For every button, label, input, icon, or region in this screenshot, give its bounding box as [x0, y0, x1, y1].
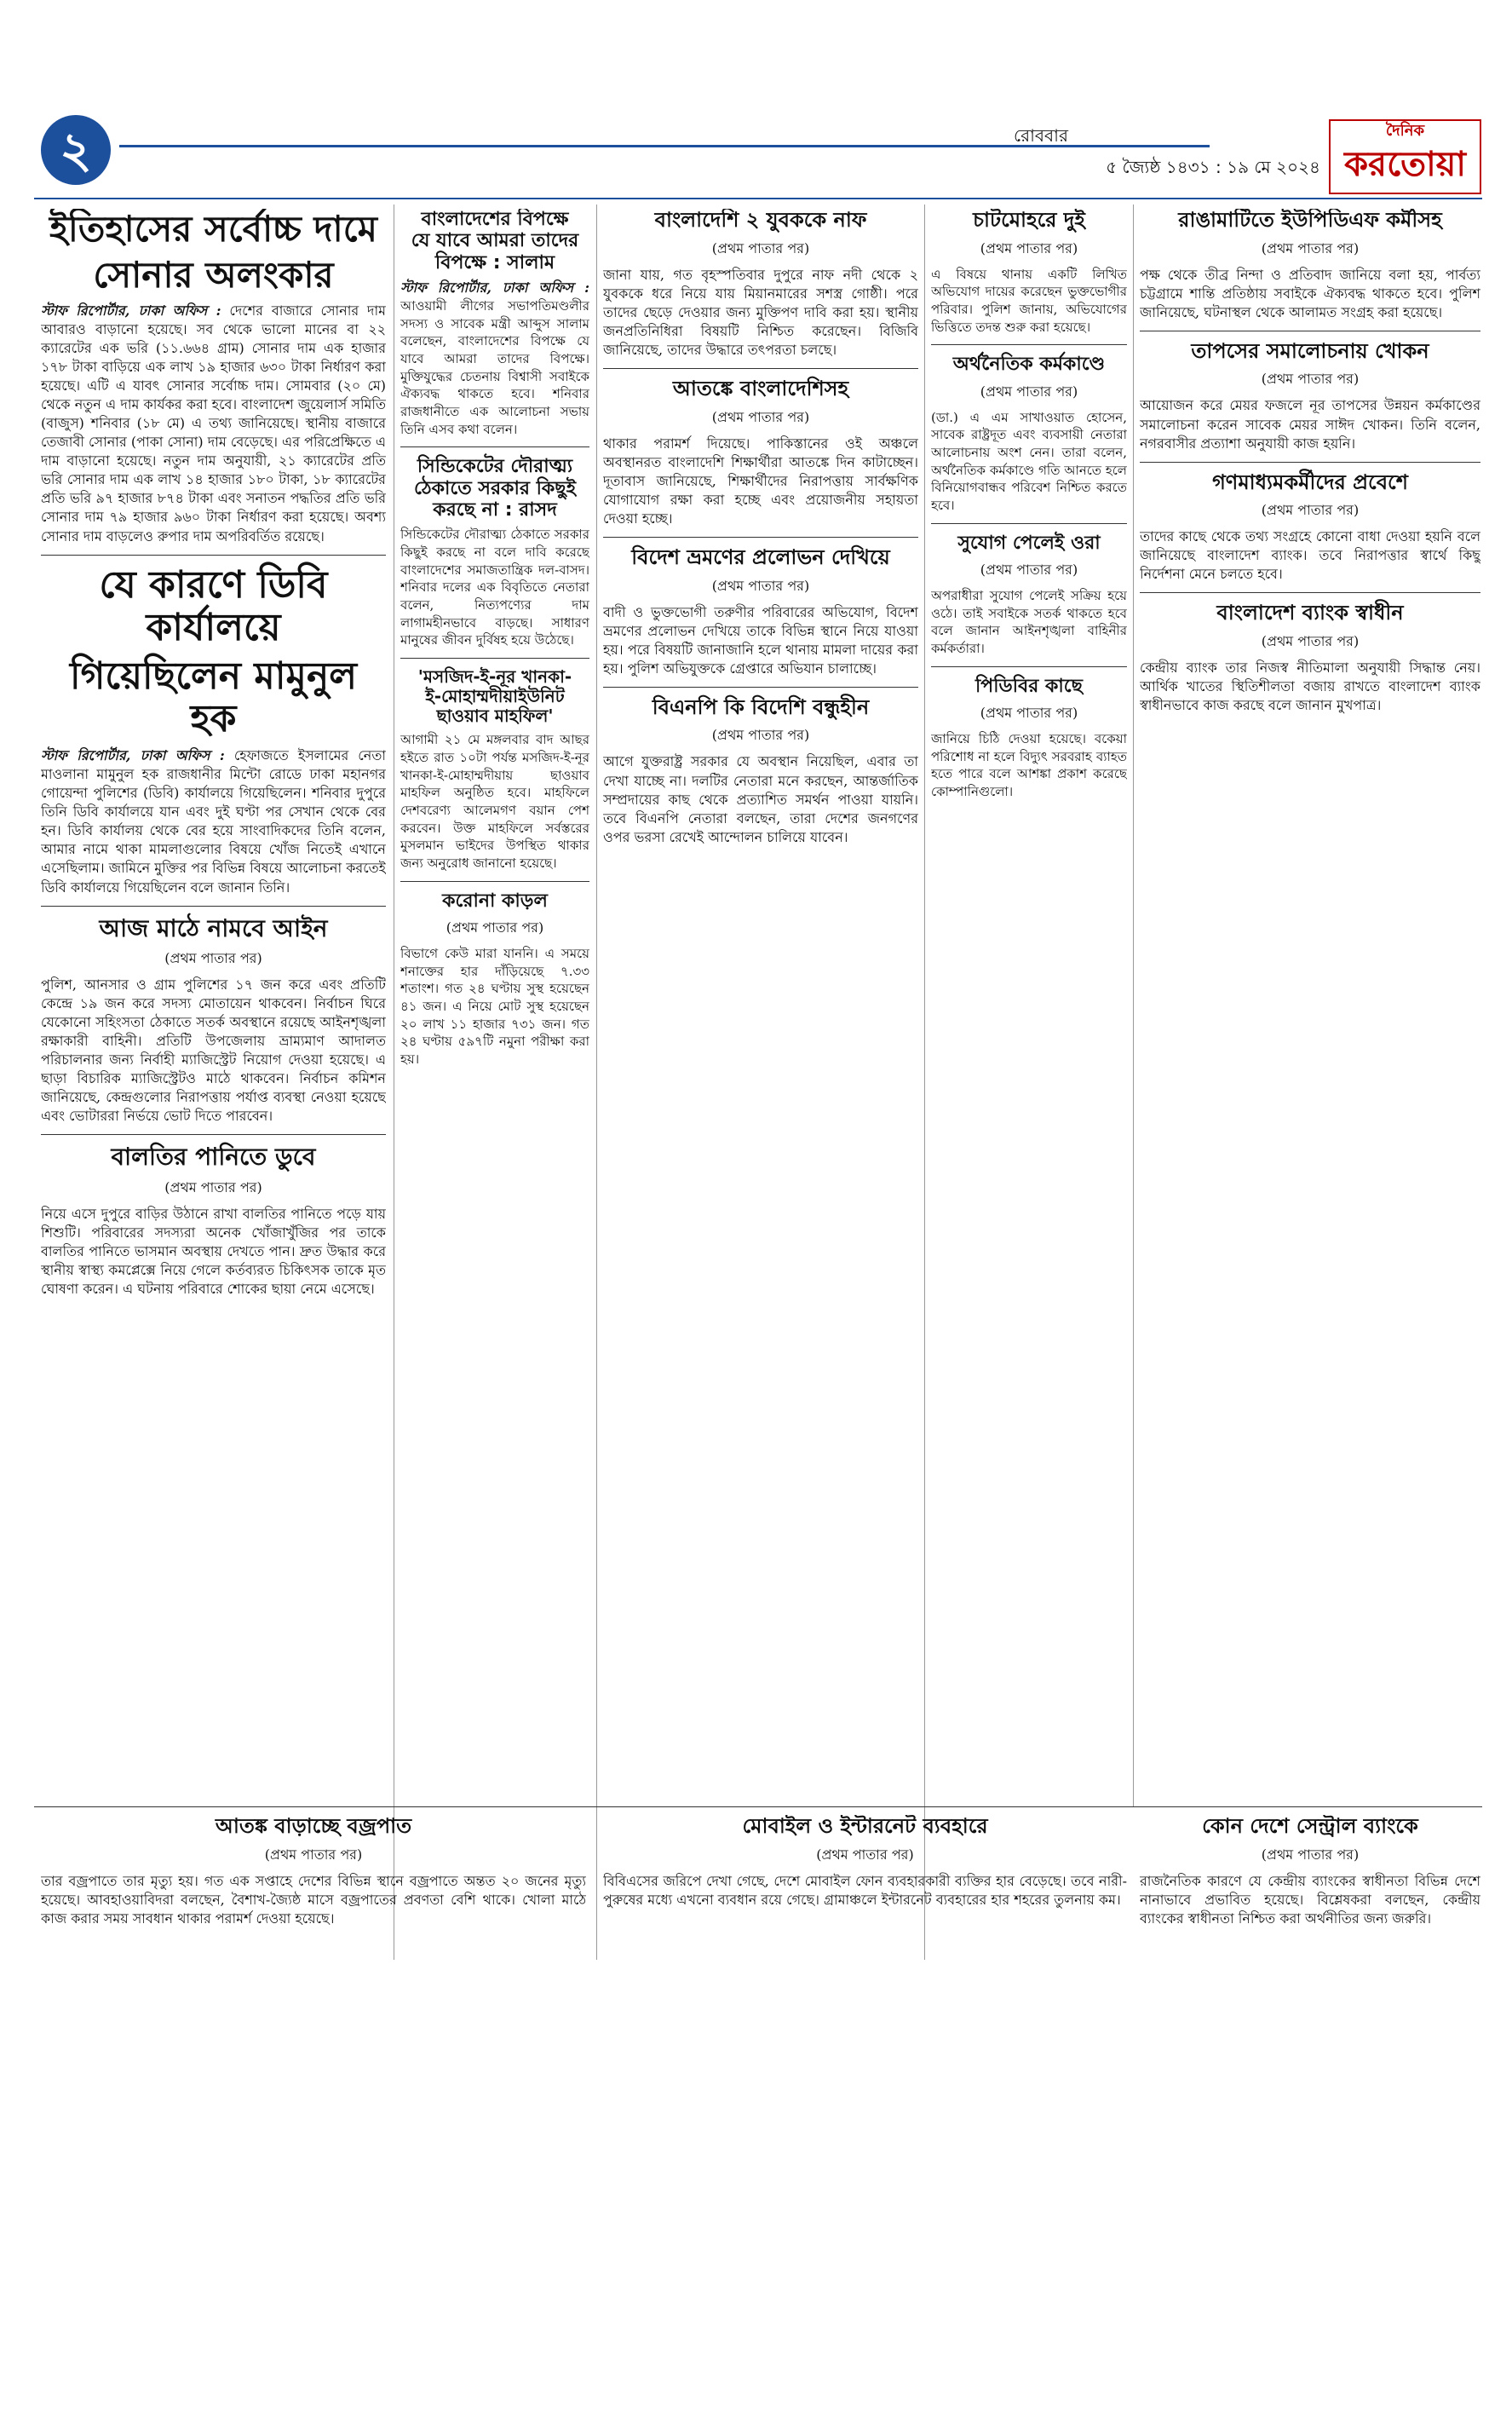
nafriver-continued: (প্রথম পাতার পর)	[711, 239, 810, 256]
bnp-continued: (প্রথম পাতার পর)	[711, 727, 810, 744]
chatmohar-body: এ বিষয়ে থানায় একটি লিখিত অভিযোগ দায়ের করেছেন ভুক্তভোগীর পরিবার। পুলিশ জানায়, অভিযোগের ভিত্তিতে তদন্ত শুরু করা হয়েছে।	[931, 266, 1127, 335]
col-divider-2	[596, 205, 597, 1960]
divider	[400, 446, 589, 447]
drown-headline: বালতির পানিতে ডুবে	[111, 1143, 316, 1172]
media-headline: গণমাধ্যমকর্মীদের প্রবেশে	[1212, 469, 1408, 494]
bank-continued: (প্রথম পাতার পর)	[1261, 633, 1360, 650]
syndicate-body: সিন্ডিকেটের দৌরাত্ম্য ঠেকাতে সরকার কিছুই করছে না বলে দাবি করেছে বাংলাদেশের সমাজতান্ত্রিক দল-বাসদ। শনিবার দলের এক বিবৃতিতে নেতারা বলেন, নিত্যপণ্যের দাম লাগামহীনভাবে বাড়ছে। সাধারণ মানুষের জীবন দুর্বিষহ হয়ে উঠেছে।	[400, 527, 589, 648]
tapos-continued: (প্রথম পাতার পর)	[1261, 371, 1360, 388]
tapos-body: আয়োজন করে মেয়র ফজলে নূর তাপসের উন্নয়ন কর্মকাণ্ডের সমালোচনা করেন সাবেক মেয়র সাঈদ খোকন। তিনি বলেন, নগরবাসীর প্রত্যাশা অনুযায়ী কাজ হয়নি।	[1140, 397, 1480, 452]
bottom-band-rule	[34, 1806, 1482, 1807]
gold-body-text: দেশের বাজারে সোনার দাম আবারও বাড়ানো হয়েছে। সব থেকে ভালো মানের বা ২২ ক্যারেটের এক ভরি (১১.৬৬৪ গ্রাম) সোনার দাম এক হাজার ১৭৮ টাকা বাড়িয়ে এক লাখ ১৯ হাজার ৬৩০ টাকা নির্ধারণ করা হয়েছে। এটি এ যাবৎ সোনার সর্বোচ্চ দাম। সোমবার (২০ মে) থেকে নতুন এ দাম কার্যকর করা হবে। বাংলাদেশ জুয়েলার্স সমিতি (বাজুস) শনিবার (১৮ মে) এ তথ্য জানিয়েছে। স্থানীয় বাজারে তেজাবী সোনার (পাকা সোনা) দাম বেড়েছে। এর পরিপ্রেক্ষিতে এ দাম বাড়ানো হয়েছে। নতুন দাম অনুযায়ী, ২১ ক্যারেটের প্রতি ভরি সোনার দাম এক লাখ ১৪ হাজার ১৮০ টাকা, ১৮ ক্যারেটের প্রতি ভরি ৯৭ হাজার ৮৭৪ টাকা এবং সনাতন পদ্ধতির প্রতি ভরি সোনার দাম ৭৯ হাজার ৯৬০ টাকা নির্ধারণ করা হয়েছে। অবশ্য সোনার দাম বাড়লেও রুপার দাম অপরিবর্তিত রয়েছে।	[41, 302, 386, 544]
column-5	[1140, 209, 1480, 1802]
lightning-continued: (প্রথম পাতার পর)	[264, 1846, 363, 1863]
chance-continued: (প্রথম পাতার পর)	[980, 562, 1078, 579]
divider	[603, 687, 918, 688]
chance-headline: সুযোগ পেলেই ওরা	[957, 532, 1101, 554]
col-divider-3	[924, 205, 925, 1960]
rangamati-headline: রাঙামাটিতে ইউপিডিএফ কর্মীসহ	[1178, 209, 1442, 232]
divider	[400, 881, 589, 882]
divider	[41, 906, 386, 907]
mahfil-headline-3: ছাওয়াব মাহফিল'	[436, 706, 554, 727]
pdb-headline: পিডিবির কাছে	[975, 675, 1083, 697]
masthead-day: রোববার	[1014, 125, 1068, 146]
lightning-headline: আতঙ্ক বাড়াচ্ছে বজ্রপাত	[215, 1815, 412, 1838]
masthead-date: ৫ জ্যৈষ্ঠ ১৪৩১ : ১৯ মে ২০২৪	[1106, 157, 1320, 177]
mahfil-body: আগামী ২১ মে মঙ্গলবার বাদ আছর হইতে রাত ১০টা পর্যন্ত মসজিদ-ই-নূর খানকা-ই-মোহাম্মদীয়ায় ছাওয়াব মাহফিল অনুষ্ঠিত হবে। মাহফিলে দেশবরেণ্য আলেমগণ বয়ান পেশ করবেন। উক্ত মাহফিলে সর্বস্তরের মুসলমান ভাইদের উপস্থিত থাকার জন্য অনুরোধ জানানো হয়েছে।	[400, 732, 589, 871]
newspaper-logo	[1329, 119, 1481, 194]
page-number-badge: ২	[41, 115, 111, 185]
chatmohar-continued: (প্রথম পাতার পর)	[980, 239, 1078, 256]
divider	[400, 658, 589, 659]
logo-large: করতোয়া	[1344, 145, 1466, 184]
bottom-left-article	[41, 1815, 586, 2411]
drown-continued: (প্রথম পাতার পর)	[164, 1178, 262, 1195]
divider	[41, 1134, 386, 1135]
law-headline: আজ মাঠে নামবে আইন	[99, 913, 328, 942]
pdb-continued: (প্রথম পাতার পর)	[980, 705, 1078, 722]
law-continued: (প্রথম পাতার পর)	[164, 949, 262, 966]
divider	[931, 523, 1127, 524]
bank-body: কেন্দ্রীয় ব্যাংক তার নিজস্ব নীতিমালা অনুযায়ী সিদ্ধান্ত নেয়। আর্থিক খাতের স্থিতিশীলতা বজায় রাখতে বাংলাদেশ ব্যাংক স্বাধীনভাবে কাজ করছে বলে জানান মুখপাত্র।	[1140, 660, 1480, 714]
mahfil-headline-1: 'মসজিদ-ই-নূর খানকা-	[417, 666, 572, 688]
bottom-middle-article	[603, 1815, 1127, 2411]
divider	[603, 368, 918, 369]
travel-body: বাদী ও ভুক্তভোগী তরুণীর পরিবারের অভিযোগ, বিদেশ ভ্রমণের প্রলোভন দেখিয়ে তাকে বিভিন্ন স্থানে নিয়ে যাওয়া হয়। পরে বিষয়টি জানাজানি হলে থানায় মামলা দায়ের করা হয়। পুলিশ অভিযুক্তকে গ্রেপ্তারে অভিযান চালাচ্ছে।	[603, 603, 918, 677]
mobile-continued: (প্রথম পাতার পর)	[816, 1846, 914, 1863]
pdb-body: জানিয়ে চিঠি দেওয়া হয়েছে। বকেয়া পরিশোধ না হলে বিদ্যুৎ সরবরাহ ব্যাহত হতে পারে বলে আশঙ্কা প্রকাশ করেছে কোম্পানিগুলো।	[931, 731, 1127, 800]
column-3	[603, 209, 918, 1951]
column-4	[931, 209, 1127, 1802]
chatmohar-headline: চাটমোহরে দুই	[973, 209, 1085, 232]
dbi-body-text: হেফাজতে ইসলামের নেতা মাওলানা মামুনুল হক রাজধানীর মিন্টো রোডে ঢাকা মহানগর গোয়েন্দা পুলিশের (ডিবি) কার্যালয়ে গিয়েছিলেন। শনিবার দুপুরে তিনি ডিবি কার্যালয়ে যান এবং দুই ঘণ্টা পর সেখান থেকে বের হন। ডিবি কার্যালয় থেকে বের হয়ে সাংবাদিকদের তিনি বলেন, আমার নামে থাকা মামলাগুলোর বিষয়ে খোঁজ নিতেই এখানে এসেছিলাম। জামিনে মুক্তির পর বিভিন্ন বিষয়ে আলোচনা করতেই ডিবি কার্যালয়ে গিয়েছিলেন বলে জানান তিনি।	[41, 746, 386, 896]
dbi-byline: স্টাফ রিপোর্টার, ঢাকা অফিস :	[41, 746, 225, 763]
syndicate-headline-3: করছে না : রাসদ	[433, 499, 557, 521]
salam-headline-3: বিপক্ষে : সালাম	[434, 251, 555, 274]
col-divider-4	[1133, 205, 1134, 1806]
dbi-headline-1: যে কারণে ডিবি কার্যালয়ে	[99, 562, 328, 650]
salam-byline: স্টাফ রিপোর্টার, ঢাকা অফিস :	[400, 279, 589, 296]
divider	[603, 537, 918, 538]
gold-headline-1: ইতিহাসের সর্বোচ্চ দামে	[49, 209, 377, 250]
gold-byline: স্টাফ রিপোর্টার, ঢাকা অফিস :	[41, 302, 221, 319]
corona-continued: (প্রথম পাতার পর)	[446, 919, 544, 936]
mobile-headline: মোবাইল ও ইন্টারনেট ব্যবহারে	[742, 1815, 988, 1838]
gold-headline-2: সোনার অলংকার	[93, 254, 334, 297]
corona-headline: করোনা কাড়ল	[442, 890, 548, 912]
nafriver-body: জানা যায়, গত বৃহস্পতিবার দুপুরে নাফ নদী থেকে ২ যুবককে ধরে নিয়ে যায় মিয়ানমারের সশস্ত্র গোষ্ঠী। পরে তাদের ছেড়ে দেওয়ার জন্য মুক্তিপণ দাবি করা হয়। স্থানীয় জনপ্রতিনিধিরা বিষয়টি নিশ্চিত করেছেন। বিজিবি জানিয়েছে, তাদের উদ্ধারে তৎপরতা চলছে।	[603, 266, 918, 358]
central-continued: (প্রথম পাতার পর)	[1261, 1846, 1360, 1863]
tapos-headline: তাপসের সমালোচনায় খোকন	[1191, 338, 1429, 363]
syndicate-headline-1: সিন্ডিকেটের দৌরাত্ম্য	[417, 456, 573, 478]
bnp-body: আগে যুক্তরাষ্ট্র সরকার যে অবস্থান নিয়েছিল, এবার তা দেখা যাচ্ছে না। দলটির নেতারা মনে করছেন, আন্তর্জাতিক সম্প্রদায়ের কাছ থেকে প্রত্যাশিত সমর্থন পাওয়া যায়নি। তবে বিএনপি নেতারা বলছেন, তারা দেশের জনগণের ওপর ভরসা রেখেই আন্দোলন চালিয়ে যাবেন।	[603, 753, 918, 845]
chance-body: অপরাধীরা সুযোগ পেলেই সক্রিয় হয়ে ওঠে। তাই সবাইকে সতর্ক থাকতে হবে বলে জানান আইনশৃঙ্খলা বাহিনীর কর্মকর্তারা।	[931, 588, 1127, 657]
bottom-right-article	[1140, 1815, 1480, 2411]
salam-headline-1: বাংলাদেশের বিপক্ষে	[421, 209, 569, 230]
econ-continued: (প্রথম পাতার পর)	[980, 383, 1078, 400]
logo-small: দৈনিক	[1385, 122, 1425, 140]
fear-body: থাকার পরামর্শ দিয়েছে। পাকিস্তানের ওই অঞ্চলে অবস্থানরত বাংলাদেশি শিক্ষার্থীরা আতঙ্কে দিন কাটাচ্ছেন। দূতাবাস জানিয়েছে, শিক্ষার্থীদের নিরাপত্তায় সার্বক্ষণিক যোগাযোগ রক্ষা করা হচ্ছে এবং প্রয়োজনীয় সহায়তা দেওয়া হচ্ছে।	[603, 435, 918, 527]
column-1	[41, 209, 386, 1951]
syndicate-headline-2: ঠেকাতে সরকার কিছুই	[413, 477, 577, 499]
gold-article-body	[41, 302, 386, 546]
lightning-body: তার বজ্রপাতে তার মৃত্যু হয়। গত এক সপ্তাহে দেশের বিভিন্ন স্থানে বজ্রপাতে অন্তত ২০ জনের মৃত্যু হয়েছে। আবহাওয়াবিদরা বলছেন, বৈশাখ-জ্যৈষ্ঠ মাসে বজ্রপাতের প্রবণতা বেশি থাকে। খোলা মাঠে কাজ করার সময় সাবধান থাকার পরামর্শ দেওয়া হয়েছে।	[41, 1872, 586, 1927]
divider	[41, 555, 386, 556]
divider	[931, 344, 1127, 345]
salam-body	[400, 279, 589, 439]
econ-body: (ডা.) এ এম সাখাওয়াত হোসেন, সাবেক রাষ্ট্রদূত এবং ব্যবসায়ী নেতারা আলোচনায় অংশ নেন। তারা বলেন, অর্থনৈতিক কর্মকাণ্ডে গতি আনতে হলে বিনিয়োগবান্ধব পরিবেশ নিশ্চিত করতে হবে।	[931, 409, 1127, 514]
fear-continued: (প্রথম পাতার পর)	[711, 408, 810, 425]
media-continued: (প্রথম পাতার পর)	[1261, 502, 1360, 519]
masthead-bottom-rule	[34, 198, 1482, 199]
bnp-headline: বিএনপি কি বিদেশি বন্ধুহীন	[652, 694, 870, 719]
econ-headline: অর্থনৈতিক কর্মকাণ্ডে	[952, 354, 1106, 376]
drown-body: নিয়ে এসে দুপুরে বাড়ির উঠানে রাখা বালতির পানিতে পড়ে যায় শিশুটি। পরিবারের সদস্যরা অনেক খোঁজাখুঁজির পর তাকে বালতির পানিতে ভাসমান অবস্থায় দেখতে পান। দ্রুত উদ্ধার করে স্থানীয় স্বাস্থ্য কমপ্লেক্সে নিয়ে গেলে কর্তব্যরত চিকিৎসক তাকে মৃত ঘোষণা করেন। এ ঘটনায় পরিবারে শোকের ছায়া নেমে এসেছে।	[41, 1205, 386, 1297]
salam-headline-2: যে যাবে আমরা তাদের	[411, 230, 579, 252]
corona-body: বিভাগে কেউ মারা যাননি। এ সময়ে শনাক্তের হার দাঁড়িয়েছে ৭.৩৩ শতাংশ। গত ২৪ ঘণ্টায় সুস্থ হয়েছেন ৪১ জন। এ নিয়ে মোট সুস্থ হয়েছেন ২০ লাখ ১১ হাজার ৭৩১ জন। গত ২৪ ঘণ্টায় ৫৯৭টি নমুনা পরীক্ষা করা হয়।	[400, 945, 589, 1068]
central-body: রাজনৈতিক কারণে যে কেন্দ্রীয় ব্যাংকের স্বাধীনতা বিভিন্ন দেশে নানাভাবে প্রভাবিত হয়েছে। বিশ্লেষকরা বলছেন, কেন্দ্রীয় ব্যাংকের স্বাধীনতা নিশ্চিত করা অর্থনীতির জন্য জরুরি।	[1140, 1872, 1480, 1927]
rangamati-body: পক্ষ থেকে তীব্র নিন্দা ও প্রতিবাদ জানিয়ে বলা হয়, পার্বত্য চট্টগ্রামে শান্তি প্রতিষ্ঠায় সবাইকে ঐক্যবদ্ধ থাকতে হবে। পুলিশ জানিয়েছে, ঘটনাস্থল থেকে আলামত সংগ্রহ করা হয়েছে।	[1140, 266, 1480, 320]
mobile-body: বিবিএসের জরিপে দেখা গেছে, দেশে মোবাইল ফোন ব্যবহারকারী ব্যক্তির হার বেড়েছে। তবে নারী-পুরুষের মধ্যে এখনো ব্যবধান রয়ে গেছে। গ্রামাঞ্চলে ইন্টারনেট ব্যবহারের হার শহরের তুলনায় কম।	[603, 1872, 1127, 1908]
travel-headline: বিদেশ ভ্রমণের প্রলোভন দেখিয়ে	[631, 544, 890, 569]
mahfil-headline-2: ই-মোহাম্মদীয়াইউনিট	[425, 686, 565, 707]
law-body: পুলিশ, আনসার ও গ্রাম পুলিশের ১৭ জন করে এবং প্রতিটি কেন্দ্রে ১৯ জন করে সদস্য মোতায়েন থাকবেন। নির্বাচন ঘিরে যেকোনো সহিংসতা ঠেকাতে সতর্ক অবস্থানে রয়েছে আইনশৃঙ্খলা রক্ষাকারী বাহিনী। প্রতিটি উপজেলায় ভ্রাম্যমাণ আদালত পরিচালনার জন্য নির্বাহী ম্যাজিস্ট্রেট নিয়োগ দেওয়া হয়েছে। এ ছাড়া বিচারিক ম্যাজিস্ট্রেটও মাঠে থাকবেন। নির্বাচন কমিশন জানিয়েছে, কেন্দ্রগুলোর নিরাপত্তায় পর্যাপ্ত ব্যবস্থা নেওয়া হয়েছে এবং ভোটাররা নির্ভয়ে ভোট দিতে পারবেন।	[41, 976, 386, 1125]
column-2	[400, 209, 589, 1951]
dbi-article-body	[41, 746, 386, 897]
nafriver-headline: বাংলাদেশি ২ যুবককে নাফ	[654, 209, 867, 232]
bank-headline: বাংলাদেশ ব্যাংক স্বাধীন	[1216, 601, 1404, 625]
fear-headline: আতঙ্কে বাংলাদেশিসহ	[672, 376, 849, 400]
divider	[1140, 462, 1480, 463]
travel-continued: (প্রথম পাতার পর)	[711, 577, 810, 594]
central-headline: কোন দেশে সেন্ট্রাল ব্যাংকে	[1202, 1815, 1418, 1838]
media-body: তাদের কাছে থেকে তথ্য সংগ্রহে কোনো বাধা দেওয়া হয়নি বলে জানিয়েছে বাংলাদেশ ব্যাংক। তবে নিরাপত্তার স্বার্থে কিছু নির্দেশনা মেনে চলতে হবে।	[1140, 528, 1480, 583]
rangamati-continued: (প্রথম পাতার পর)	[1261, 239, 1360, 256]
divider	[931, 666, 1127, 667]
salam-body-text: আওয়ামী লীগের সভাপতিমণ্ডলীর সদস্য ও সাবেক মন্ত্রী আব্দুস সালাম বলেছেন, বাংলাদেশের বিপক্ষে যে যাবে আমরা তাদের বিপক্ষে। মুক্তিযুদ্ধের চেতনায় বিশ্বাসী সবাইকে ঐক্যবদ্ধ থাকতে হবে। শনিবার রাজধানীতে এক আলোচনা সভায় তিনি এসব কথা বলেন।	[400, 297, 589, 437]
divider	[1140, 592, 1480, 593]
dbi-headline-2: গিয়েছিলেন মামুনুল হক	[70, 654, 357, 741]
